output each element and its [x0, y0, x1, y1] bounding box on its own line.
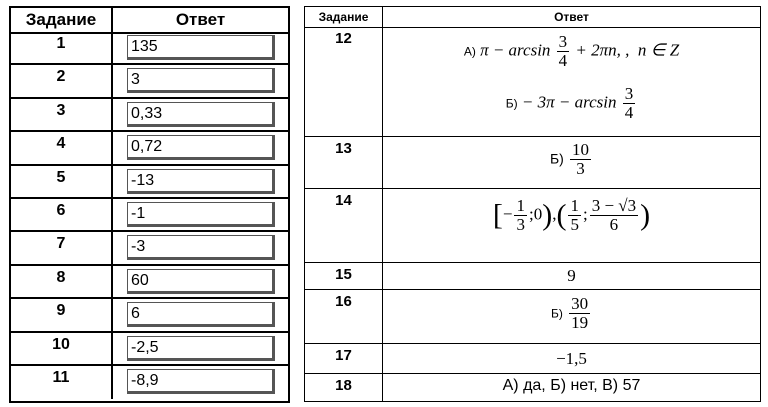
task-number: 13 — [305, 137, 383, 188]
task-number: 3 — [11, 99, 113, 130]
task-number: 5 — [11, 166, 113, 197]
task-number: 17 — [305, 344, 383, 373]
left-table-header — [11, 8, 288, 34]
task-number: 1 — [11, 32, 113, 63]
table-row — [11, 333, 288, 366]
answer-text: 9 — [567, 266, 576, 285]
fraction — [557, 33, 570, 70]
task-number: 18 — [305, 374, 383, 401]
task-number: 16 — [305, 290, 383, 343]
table-row — [11, 266, 288, 299]
option-label: Б) — [549, 150, 564, 167]
answer-field[interactable]: 0,72 — [127, 135, 275, 160]
right-answer-table — [304, 6, 761, 402]
fraction — [590, 197, 638, 234]
answer-line — [383, 295, 760, 332]
task-number: 7 — [11, 232, 113, 263]
fraction — [568, 197, 581, 234]
formula-condition: n ∈ Z — [637, 40, 680, 60]
denominator: 6 — [590, 215, 638, 234]
task-number: 9 — [11, 299, 113, 330]
numerator: 3 — [624, 84, 634, 103]
task-number: 2 — [11, 65, 113, 96]
table-row — [305, 189, 760, 263]
answer-formula — [383, 137, 760, 188]
table-row — [11, 199, 288, 232]
table-row — [305, 27, 760, 137]
bracket: ) — [640, 198, 651, 232]
answer-field[interactable]: -3 — [127, 235, 275, 260]
task-number: 11 — [11, 366, 113, 399]
answer-field[interactable]: 135 — [127, 35, 275, 60]
denominator: 3 — [570, 159, 591, 178]
answer-field[interactable]: 3 — [127, 68, 275, 93]
denominator: 4 — [558, 51, 568, 70]
formula-text: ;0 — [528, 204, 543, 224]
table-row — [11, 132, 288, 165]
answer-line-b — [383, 85, 760, 122]
header-task: Задание — [11, 8, 113, 32]
fraction — [569, 295, 590, 332]
denominator: 5 — [570, 215, 579, 234]
task-number: 12 — [305, 27, 383, 136]
table-row — [11, 32, 288, 65]
formula-text: π − arcsin — [480, 40, 551, 60]
answer-line — [383, 141, 760, 178]
table-row — [11, 99, 288, 132]
answer-formula — [383, 189, 760, 262]
answer-cell — [383, 344, 760, 373]
sign: − — [502, 204, 513, 224]
answer-field[interactable]: 6 — [127, 302, 275, 327]
answer-field[interactable]: 0,33 — [127, 102, 275, 127]
answer-text: −1,5 — [556, 349, 587, 368]
table-row — [305, 290, 760, 344]
option-label-b: Б) — [505, 96, 518, 111]
numerator: 3 — [558, 32, 568, 51]
table-row — [305, 344, 760, 374]
table-row — [11, 166, 288, 199]
answer-field[interactable]: -2,5 — [127, 336, 275, 361]
separator: ; — [582, 204, 588, 224]
answer-line-a — [383, 33, 760, 70]
table-row — [305, 374, 760, 401]
option-label: Б) — [550, 306, 563, 321]
right-table-header — [305, 7, 760, 28]
task-number: 4 — [11, 132, 113, 163]
fraction — [623, 85, 636, 122]
bracket: [ — [492, 198, 503, 232]
header-answer: Ответ — [175, 10, 226, 29]
answer-text: А) да, Б) нет, В) 57 — [502, 377, 641, 394]
task-number: 8 — [11, 266, 113, 297]
table-row — [11, 366, 288, 399]
table-row — [305, 137, 760, 189]
fraction — [514, 197, 527, 234]
table-row — [11, 65, 288, 98]
numerator: 30 — [571, 294, 589, 313]
table-row — [305, 263, 760, 290]
answer-field[interactable]: 60 — [127, 269, 275, 294]
formula-text: + 2πn, , — [575, 40, 630, 60]
answer-line — [383, 197, 760, 234]
answer-formula — [383, 27, 760, 136]
answer-field[interactable]: -1 — [127, 202, 275, 227]
answer-cell — [383, 263, 760, 289]
formula-text: − 3π − arcsin — [521, 92, 617, 112]
header-task: Задание — [305, 7, 383, 27]
denominator: 19 — [571, 313, 589, 332]
numerator: 3 − √3 — [591, 196, 637, 215]
answer-formula — [383, 290, 760, 343]
numerator: 10 — [572, 140, 590, 159]
numerator: 1 — [516, 196, 525, 215]
left-answer-table — [9, 6, 290, 403]
header-answer: Ответ — [554, 10, 589, 24]
bracket: ( — [556, 198, 567, 232]
numerator: 1 — [570, 196, 579, 215]
answer-field[interactable]: -8,9 — [127, 369, 275, 394]
task-number: 6 — [11, 199, 113, 230]
task-number: 10 — [11, 333, 113, 364]
task-number: 15 — [305, 263, 383, 289]
table-row — [11, 232, 288, 265]
answer-field[interactable]: -13 — [127, 169, 275, 194]
denominator: 4 — [624, 103, 634, 122]
denominator: 3 — [516, 215, 525, 234]
option-label-a: А) — [463, 44, 476, 59]
answer-cell — [383, 374, 760, 401]
fraction — [570, 141, 591, 178]
task-number: 14 — [305, 189, 383, 262]
table-row — [11, 299, 288, 332]
bracket: ) — [542, 198, 553, 232]
separator: , — [552, 204, 557, 224]
